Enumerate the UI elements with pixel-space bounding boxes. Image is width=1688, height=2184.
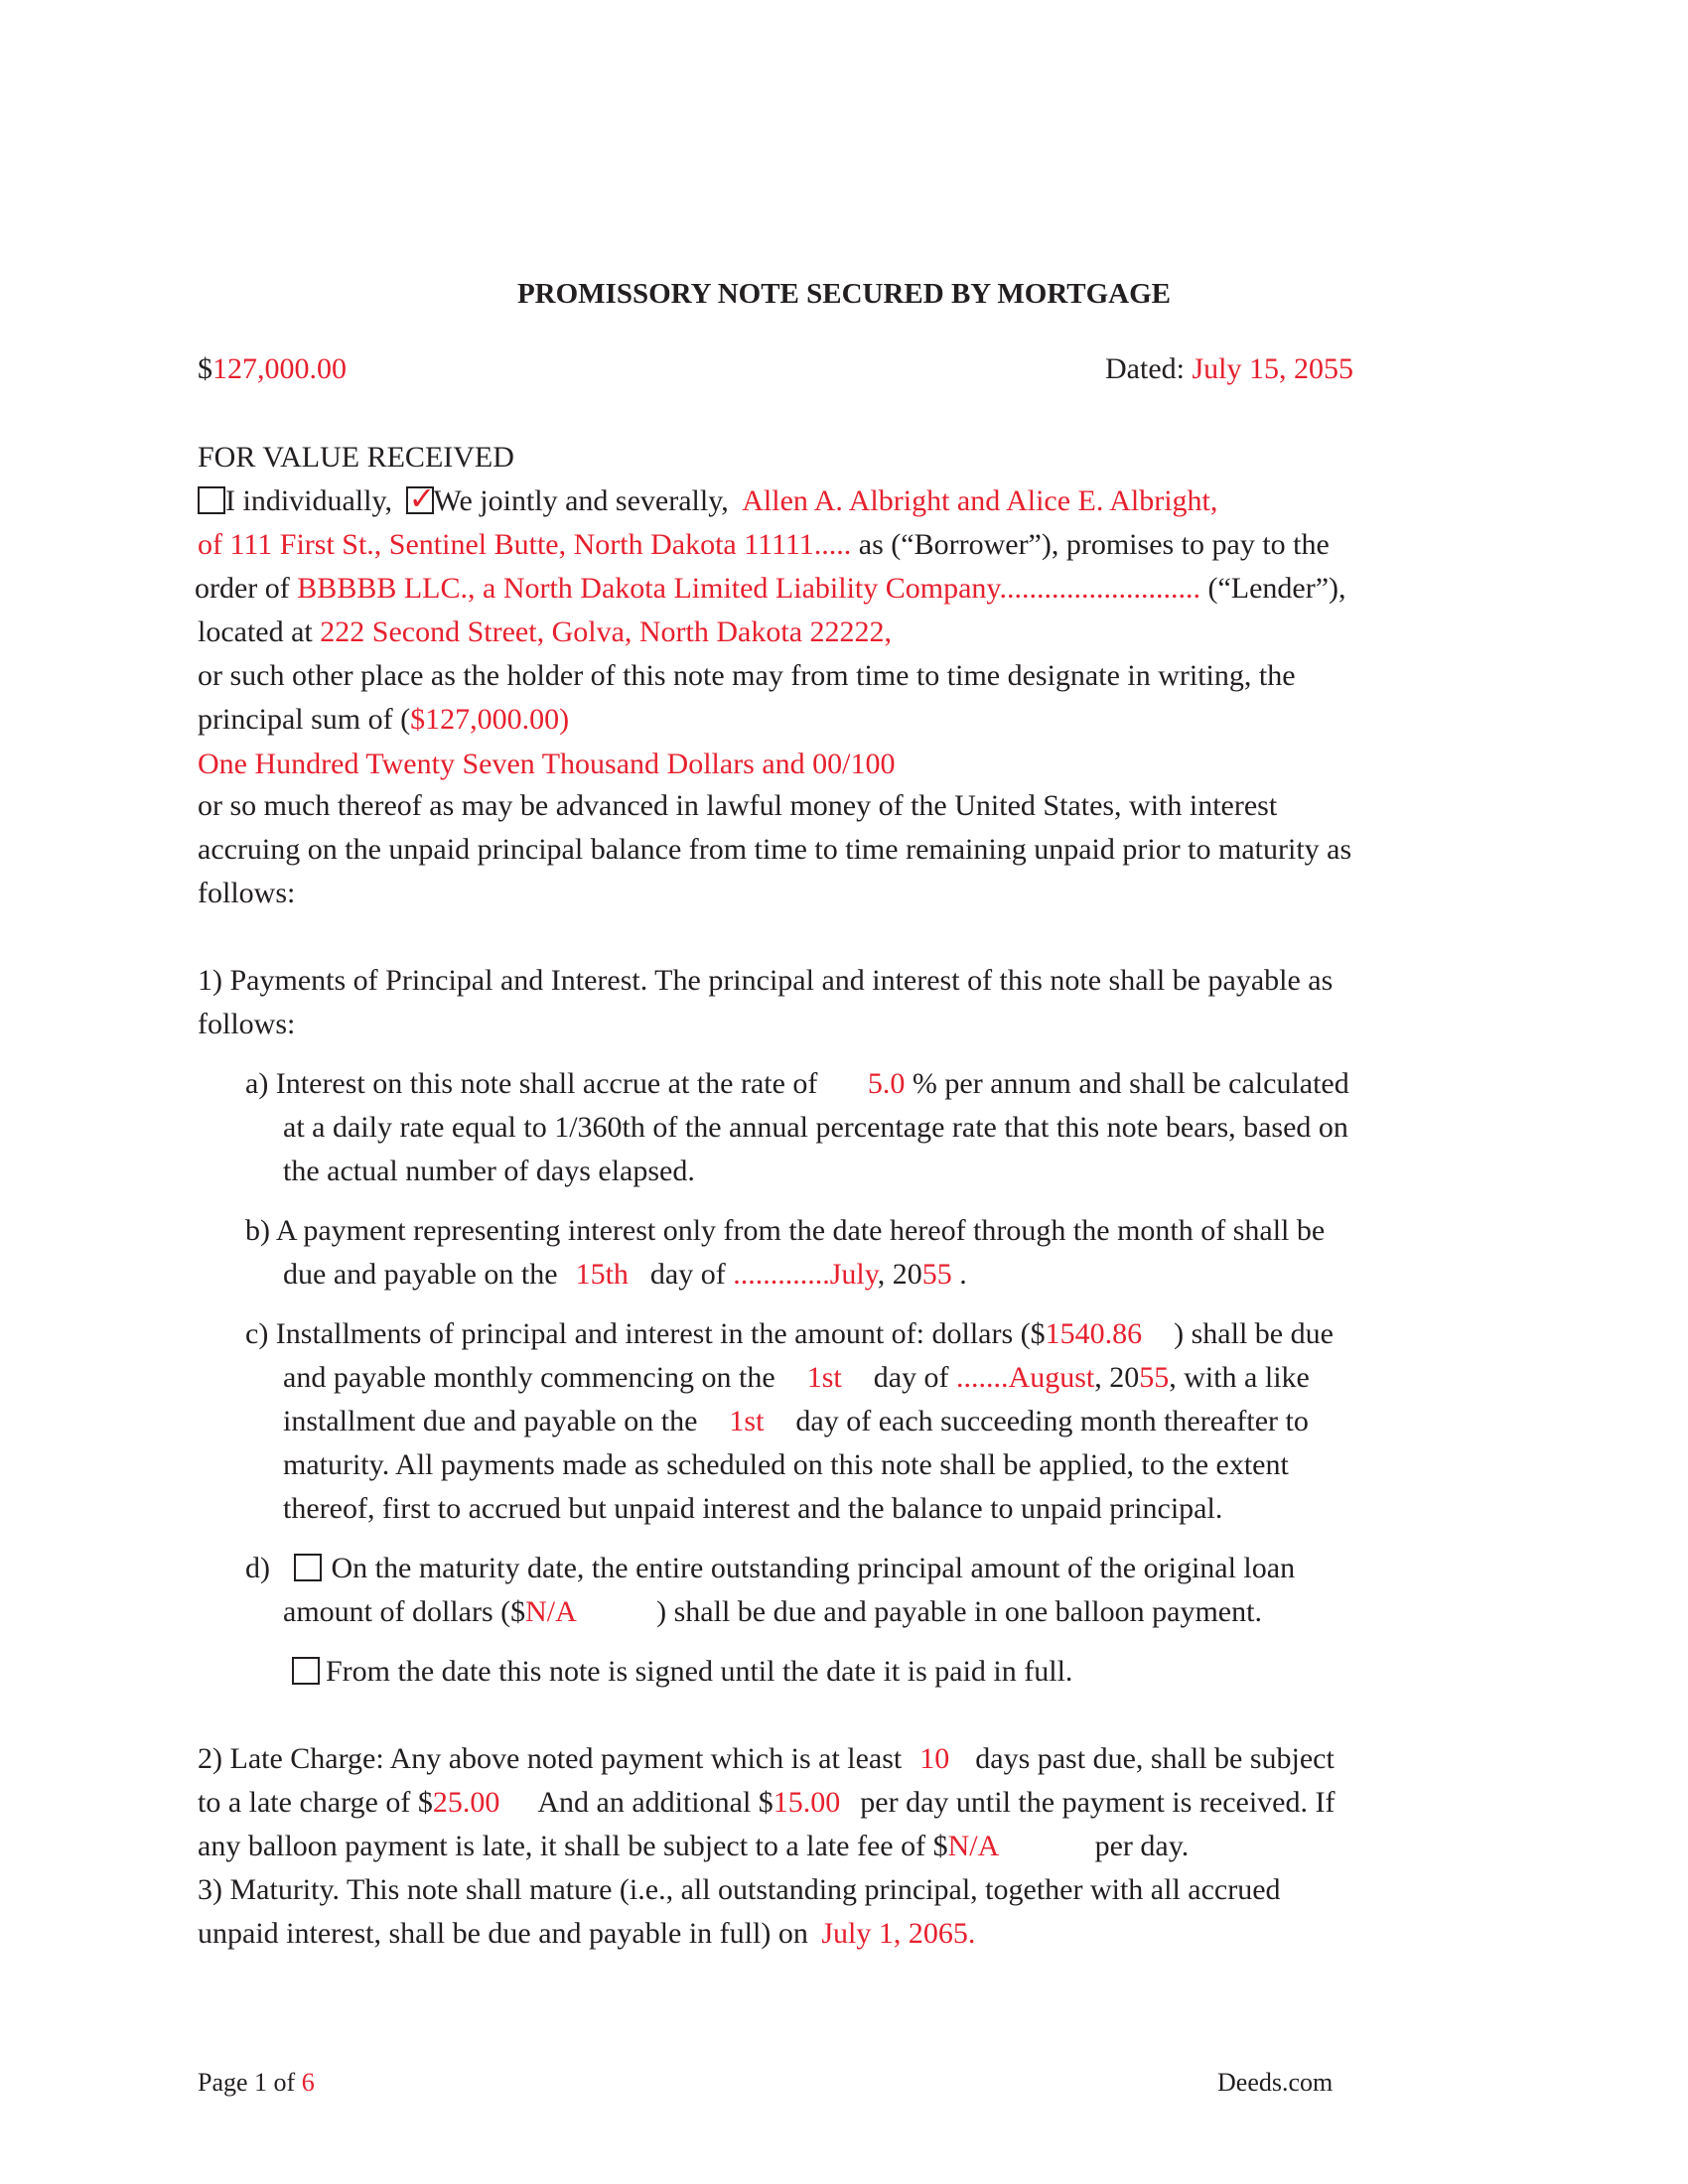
page-total: 6	[301, 2068, 315, 2097]
borrower-options-line	[198, 479, 1218, 517]
borrower-names: Allen A. Albright and Alice E. Albright,	[742, 484, 1218, 517]
lender-line	[195, 574, 1346, 604]
late-charge-l2-mid: And an additional $	[537, 1786, 774, 1819]
section1-line2: follows:	[198, 1008, 296, 1040]
clause-d2-post: ) shall be due and payable in one balloon payment.	[656, 1595, 1262, 1628]
clause-d-line2	[283, 1597, 1262, 1627]
borrower-address-line	[198, 530, 1330, 560]
clause-c-line3	[283, 1407, 1309, 1436]
clause-c2-pre: and payable monthly commencing on the	[283, 1361, 775, 1394]
late-charge-l3-pre: any balloon payment is late, it shall be subject to a late fee of $	[198, 1830, 948, 1862]
installment-due-day: 1st	[729, 1405, 765, 1437]
late-charge-pre: 2) Late Charge: Any above noted payment which is at least	[198, 1742, 903, 1775]
amount-value: 127,000.00	[212, 352, 347, 385]
interest-only-year: 55	[921, 1258, 952, 1291]
principal-line	[198, 705, 569, 735]
dated-label: Dated:	[1105, 352, 1185, 385]
clause-b-line2	[283, 1260, 967, 1290]
maturity-line2	[198, 1919, 975, 1949]
clause-d-option2	[292, 1657, 1072, 1687]
clause-d-text: On the maturity date, the entire outstanding principal amount of the original loan	[331, 1552, 1296, 1584]
clause-b-end: .	[959, 1258, 967, 1291]
installment-start-day: 1st	[806, 1361, 842, 1394]
clause-c-line2	[283, 1363, 1310, 1393]
late-charge-post: days past due, shall be subject	[975, 1742, 1335, 1775]
body-line-2: or so much thereof as may be advanced in lawful money of the United States, with interest	[198, 789, 1278, 822]
balloon-payment-checkbox[interactable]	[294, 1554, 322, 1581]
lender-tail: (“Lender”),	[1199, 572, 1346, 605]
signed-until-paid-checkbox[interactable]	[292, 1657, 320, 1685]
maturity-date: July 1, 2065.	[821, 1917, 976, 1950]
clause-c2-post: , with a like	[1169, 1361, 1310, 1394]
principal-label: principal sum of (	[198, 703, 411, 736]
interest-only-month: .............July	[733, 1258, 878, 1291]
clause-a-line2: at a daily rate equal to 1/360th of the annual percentage rate that this note bears, based on	[283, 1111, 1348, 1144]
principal-value: $127,000.00)	[410, 703, 570, 736]
clause-d2-pre: amount of dollars ($	[283, 1595, 526, 1628]
clause-a-post: % per annum and shall be calculated	[912, 1067, 1349, 1100]
clause-d-line1	[245, 1554, 1295, 1583]
installment-start-month: .......August	[956, 1361, 1095, 1394]
section1-heading: 1) Payments of Principal and Interest. The principal and interest of this note shall be payable as	[198, 964, 1334, 997]
clause-c3-post: day of each succeeding month thereafter to	[795, 1405, 1309, 1437]
clause-c-line1	[245, 1319, 1334, 1349]
clause-b-line1: b) A payment representing interest only from the date hereof through the month of shall be	[245, 1214, 1326, 1247]
clause-c-pre: c) Installments of principal and interest in the amount of: dollars ($	[245, 1317, 1046, 1350]
clause-a-line3: the actual number of days elapsed.	[283, 1155, 695, 1187]
clause-c2-mid: day of	[873, 1361, 949, 1394]
balloon-amount: N/A	[525, 1595, 577, 1628]
page-label: Page 1 of	[198, 2068, 296, 2097]
late-charge-line2	[198, 1788, 1335, 1818]
clause-c-post: ) shall be due	[1174, 1317, 1334, 1350]
late-charge-line3	[198, 1832, 1189, 1861]
installment-start-year: 55	[1139, 1361, 1170, 1394]
late-charge-l3-post: per day.	[1094, 1830, 1190, 1862]
clause-c2-year-pre: , 20	[1094, 1361, 1140, 1394]
located-at-label: located at	[198, 615, 321, 648]
order-of-label: order of	[195, 572, 298, 605]
individually-checkbox[interactable]	[198, 486, 225, 514]
late-charge-l2-post: per day until the payment is received. If	[860, 1786, 1336, 1819]
clause-d-label: d)	[245, 1552, 270, 1584]
footer-brand: Deeds.com	[1217, 2068, 1334, 2097]
principal-words: One Hundred Twenty Seven Thousand Dollars and 00/100	[198, 748, 896, 780]
maturity-line1: 3) Maturity. This note shall mature (i.e., all outstanding principal, together with all accrued	[198, 1873, 1281, 1906]
lender-address-line	[198, 617, 892, 647]
interest-rate: 5.0	[867, 1067, 906, 1100]
lender-name: BBBBB LLC., a North Dakota Limited Liability Company...........................	[297, 572, 1200, 605]
dated-line	[1105, 354, 1353, 384]
individually-label: I individually,	[225, 484, 393, 517]
jointly-checkbox[interactable]	[406, 479, 436, 517]
maturity-l2-pre: unpaid interest, shall be due and payable in full) on	[198, 1917, 808, 1950]
check-mark-icon: ✓	[408, 479, 436, 517]
body-line-3: accruing on the unpaid principal balance from time to time remaining unpaid prior to maturity as	[198, 833, 1352, 866]
amount-line	[198, 354, 347, 384]
for-value-heading: FOR VALUE RECEIVED	[198, 441, 514, 474]
late-charge-amount: 25.00	[432, 1786, 500, 1819]
jointly-label: We jointly and severally,	[433, 484, 729, 517]
borrower-tail: as (“Borrower”), promises to pay to the	[851, 528, 1330, 561]
clause-b-mid: day of	[649, 1258, 726, 1291]
clause-c-line5: thereof, first to accrued but unpaid interest and the balance to unpaid principal.	[283, 1492, 1223, 1525]
document-title: PROMISSORY NOTE SECURED BY MORTGAGE	[516, 278, 1172, 310]
amount-symbol: $	[198, 352, 212, 385]
late-charge-line1	[198, 1744, 1335, 1774]
dated-value: July 15, 2055	[1192, 352, 1353, 385]
body-line-4: follows:	[198, 877, 296, 909]
interest-only-day: 15th	[575, 1258, 629, 1291]
late-charge-daily: 15.00	[773, 1786, 841, 1819]
clause-c3-pre: installment due and payable on the	[283, 1405, 698, 1437]
clause-a-line1	[245, 1069, 1349, 1099]
late-charge-l2-pre: to a late charge of $	[198, 1786, 433, 1819]
installment-amount: 1540.86	[1045, 1317, 1143, 1350]
late-days: 10	[919, 1742, 950, 1775]
page-number	[198, 2070, 315, 2096]
borrower-address: of 111 First St., Sentinel Butte, North Dakota 11111.....	[198, 528, 852, 561]
clause-b-year-pre: , 20	[877, 1258, 922, 1291]
body-line-1: or such other place as the holder of this note may from time to time designate in writing, the	[198, 659, 1296, 692]
clause-b-pre: due and payable on the	[283, 1258, 558, 1291]
clause-d-option2-text: From the date this note is signed until the date it is paid in full.	[326, 1655, 1073, 1688]
clause-c-line4: maturity. All payments made as scheduled on this note shall be applied, to the extent	[283, 1448, 1289, 1481]
clause-a-pre: a) Interest on this note shall accrue at the rate of	[245, 1067, 818, 1100]
lender-address: 222 Second Street, Golva, North Dakota 22222,	[320, 615, 893, 648]
balloon-late-fee: N/A	[947, 1830, 1000, 1862]
